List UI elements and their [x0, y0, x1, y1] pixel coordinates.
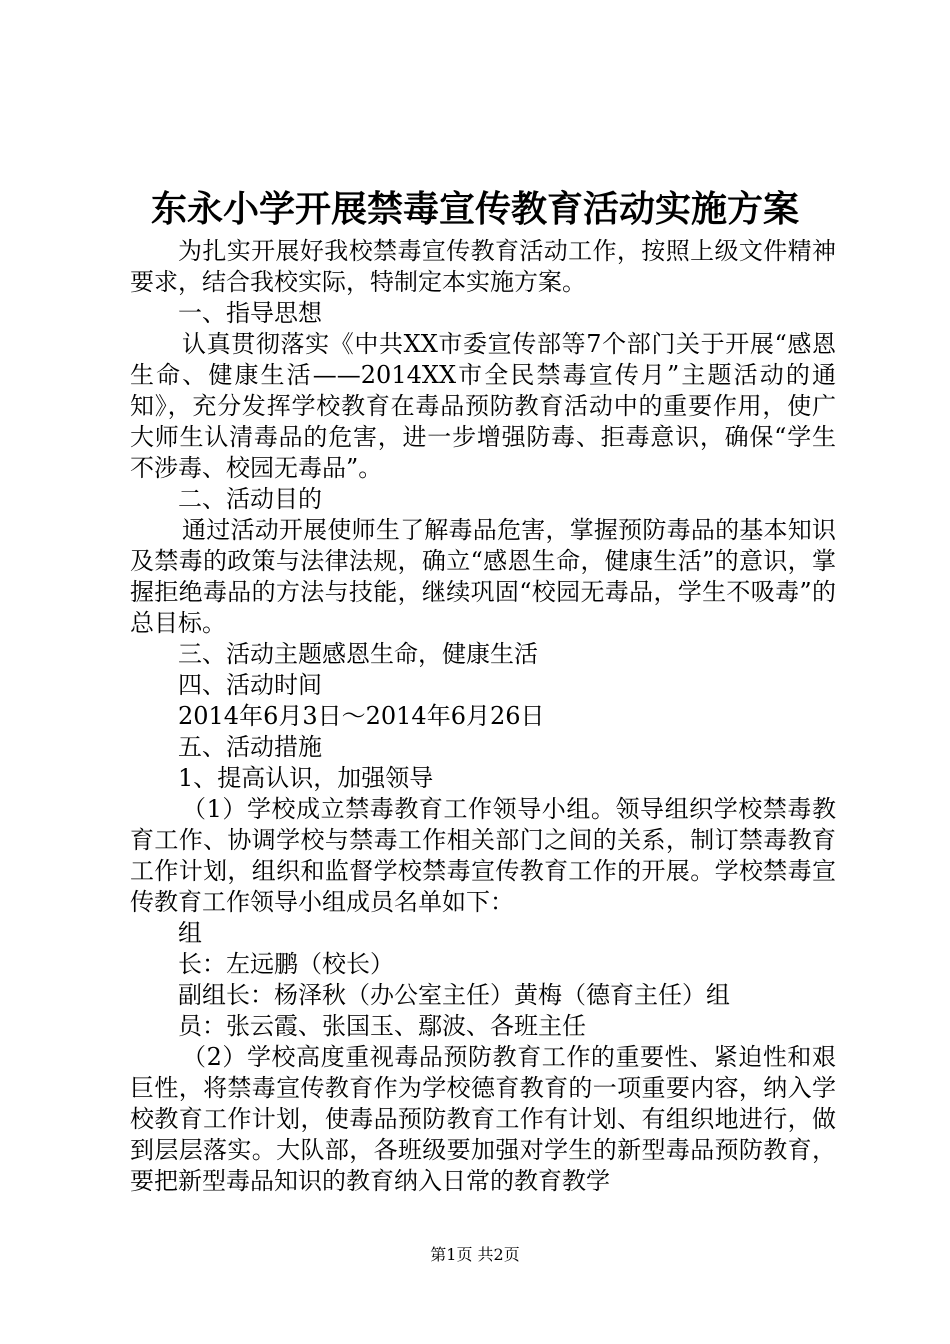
team-leader-line: 长：左远鹏（校长）	[178, 950, 394, 978]
section-heading-purpose: 二、活动目的	[178, 485, 322, 513]
measure-1-item-2-paragraph: （2）学校高度重视毒品预防教育工作的重要性、紧迫性和艰巨性，将禁毒宣传教育作为学校德育教育的一项重要内容，纳入学校教育工作计划，使毒品预防教育工作有计划、有组织地进行，做到层层落实。大队部，各班级要加强对学生的新型毒品预防教育，要把新型毒品知识的教育纳入日常的教育教学	[130, 1043, 836, 1195]
section-heading-time: 四、活动时间	[178, 671, 322, 699]
document-title: 东永小学开展禁毒宣传教育活动实施方案	[150, 188, 799, 230]
intro-paragraph: 为扎实开展好我校禁毒宣传教育活动工作，按照上级文件精神要求，结合我校实际，特制定本实施方案。	[130, 237, 836, 296]
team-members-line: 员：张云霞、张国玉、鄢波、各班主任	[178, 1012, 586, 1040]
measure-1-item-1-paragraph: （1）学校成立禁毒教育工作领导小组。领导组织学校禁毒教育工作、协调学校与禁毒工作相关部门之间的关系，制订禁毒教育工作计划，组织和监督学校禁毒宣传教育工作的开展。学校禁毒宣传教育工作领导小组成员名单如下：	[130, 795, 836, 916]
activity-time-paragraph: 2014年6月3日～2014年6月26日	[178, 702, 545, 730]
measure-1-heading: 1、提高认识，加强领导	[178, 764, 434, 792]
section-heading-theme: 三、活动主题感恩生命，健康生活	[178, 640, 538, 668]
section-heading-measures: 五、活动措施	[178, 733, 322, 761]
page-indicator: 第1页 共2页	[430, 1245, 520, 1264]
document-body	[130, 236, 836, 1197]
purpose-paragraph: 通过活动开展使师生了解毒品危害，掌握预防毒品的基本知识及禁毒的政策与法律法规，确立“感恩生命，健康生活”的意识，掌握拒绝毒品的方法与技能，继续巩固“校园无毒品，学生不吸毒”的总目标。	[130, 516, 836, 637]
team-leader-label: 组	[178, 919, 202, 947]
deputy-leaders-line: 副组长：杨泽秋（办公室主任）黄梅（德育主任）组	[178, 981, 730, 1009]
section-heading-guiding-thought: 一、指导思想	[178, 299, 322, 327]
guiding-thought-paragraph: 认真贯彻落实《中共XX市委宣传部等7个部门关于开展“感恩生命、健康生活——2014XX市全民禁毒宣传月”主题活动的通知》，充分发挥学校教育在毒品预防教育活动中的重要作用，使广大师生认清毒品的危害，进一步增强防毒、拒毒意识，确保“学生不涉毒、校园无毒品”。	[130, 330, 836, 482]
